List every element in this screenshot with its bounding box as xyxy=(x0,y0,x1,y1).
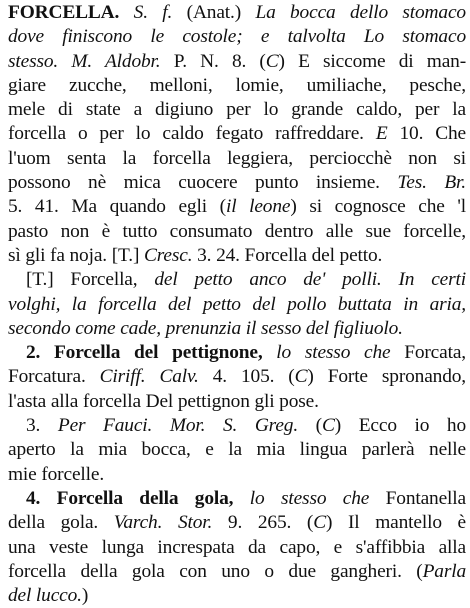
text-run: forcella della gola con uno o due gangheri. ( xyxy=(8,560,423,582)
text-run: P. N. 8. ( xyxy=(160,50,266,72)
italic-text: secondo come cade, prenunzia il sesso del figliuolo. xyxy=(8,317,403,339)
entry-line xyxy=(8,220,466,244)
text-run: 5. 41. Ma quando egli ( xyxy=(8,196,226,218)
text-run: mele di state a digiuno per lo grande caldo, per la xyxy=(8,99,466,121)
bold-text: FORCELLA. xyxy=(8,2,120,23)
bold-text: 4. Forcella della gola, xyxy=(26,487,234,509)
entry-line xyxy=(8,147,466,171)
entry-line xyxy=(8,171,466,195)
italic-text: stesso. xyxy=(8,50,59,72)
entry-line xyxy=(8,390,466,414)
entry-line xyxy=(8,438,466,462)
italic-text: C xyxy=(265,50,279,72)
italic-text: Ciriff. Calv. xyxy=(99,366,199,388)
text-run: 3. xyxy=(26,415,58,437)
entry-line xyxy=(8,317,466,341)
italic-text: volghi, la forcella del petto del pollo buttata in aria, xyxy=(8,293,466,315)
entry-line xyxy=(8,25,466,49)
text-run: possono nè mica cuocere punto insieme. xyxy=(8,172,398,194)
text-run: 4. 105. ( xyxy=(198,366,295,388)
text-run: ( xyxy=(298,415,322,437)
text-run: pasto non è tutto consumato dentro alle sue forcelle, xyxy=(8,220,466,242)
text-run: ) si cognosce che 'l xyxy=(290,196,467,218)
entry-line xyxy=(8,487,466,511)
italic-text: M. Aldobr. xyxy=(71,50,161,72)
entry-line xyxy=(8,74,466,98)
text-run: Forcata, xyxy=(390,342,466,364)
italic-text: dove finiscono le costole; e talvolta Lo stomaco xyxy=(8,26,466,48)
italic-text: C xyxy=(294,366,308,388)
italic-text: Cresc. xyxy=(143,244,193,266)
entry-line xyxy=(8,244,466,268)
text-run xyxy=(263,342,277,363)
text-run: una veste lunga increspata da capo, e s'affibbia alla xyxy=(8,536,466,558)
entry-line xyxy=(8,50,466,74)
italic-text: Tes. Br. xyxy=(397,172,466,194)
italic-text: E xyxy=(375,123,388,145)
text-run: l'asta alla forcella Del pettignon gli pose. xyxy=(8,390,319,412)
entry-line xyxy=(8,414,466,438)
text-run: 3. 24. Forcella del petto. xyxy=(192,244,383,266)
text-run: (Anat.) xyxy=(172,2,256,23)
entry-line xyxy=(8,365,466,389)
italic-text: Per Fauci. Mor. S. Greg. xyxy=(57,415,299,437)
italic-text: del petto anco de' polli. In certi xyxy=(154,269,466,291)
text-run: ) E siccome di man- xyxy=(278,50,467,72)
text-run: aperto la mia bocca, e la mia lingua parlerà nelle xyxy=(8,439,466,461)
italic-text: lo stesso che xyxy=(249,487,370,509)
text-run: 9. 265. ( xyxy=(212,512,314,534)
entry-line xyxy=(8,584,466,608)
text-run: mie forcelle. xyxy=(8,463,105,485)
text-run xyxy=(233,488,249,509)
text-run: ) Il mantello è xyxy=(325,512,467,534)
text-run: ) xyxy=(81,585,89,607)
entry-line xyxy=(8,511,466,535)
text-run: sì gli fa noja. [T.] xyxy=(8,244,144,266)
entry-line xyxy=(8,98,466,122)
italic-text: C xyxy=(322,415,335,437)
entry-line xyxy=(8,122,466,146)
text-run: ) Forte spronando, xyxy=(307,366,467,388)
entry-line xyxy=(8,293,466,317)
italic-text: Varch. Stor. xyxy=(113,512,213,534)
italic-text: C xyxy=(313,512,326,534)
text-run: Forcatura. xyxy=(8,366,100,388)
italic-text: S. f. xyxy=(133,2,173,23)
text-run xyxy=(119,2,133,23)
text-run: l'uom senta la forcella leggiera, perciocchè non si xyxy=(8,147,466,169)
entry-line xyxy=(8,195,466,219)
entry-line xyxy=(8,463,466,487)
text-run xyxy=(58,51,71,72)
text-run: [T.] Forcella, xyxy=(26,269,155,291)
entry-line xyxy=(8,268,466,292)
text-run: giare zucche, melloni, lomie, umiliache, pesche, xyxy=(8,74,466,96)
text-run: ) Ecco io ho xyxy=(334,415,466,437)
text-run: della gola. xyxy=(8,512,114,534)
italic-text: lo stesso che xyxy=(276,342,391,364)
entry-line xyxy=(8,1,466,25)
italic-text: Parla xyxy=(422,560,466,582)
italic-text: il leone xyxy=(225,196,291,218)
bold-text: 2. Forcella del pettignone, xyxy=(26,342,263,364)
text-run: forcella o per lo caldo fegato raffreddare. xyxy=(8,123,376,145)
text-run: 10. Che xyxy=(387,123,466,145)
entry-line xyxy=(8,341,466,365)
italic-text: del lucco. xyxy=(8,585,82,607)
italic-text: La bocca dello stomaco xyxy=(255,2,466,23)
entry-line xyxy=(8,560,466,584)
entry-line xyxy=(8,536,466,560)
text-run: Fontanella xyxy=(369,487,466,509)
